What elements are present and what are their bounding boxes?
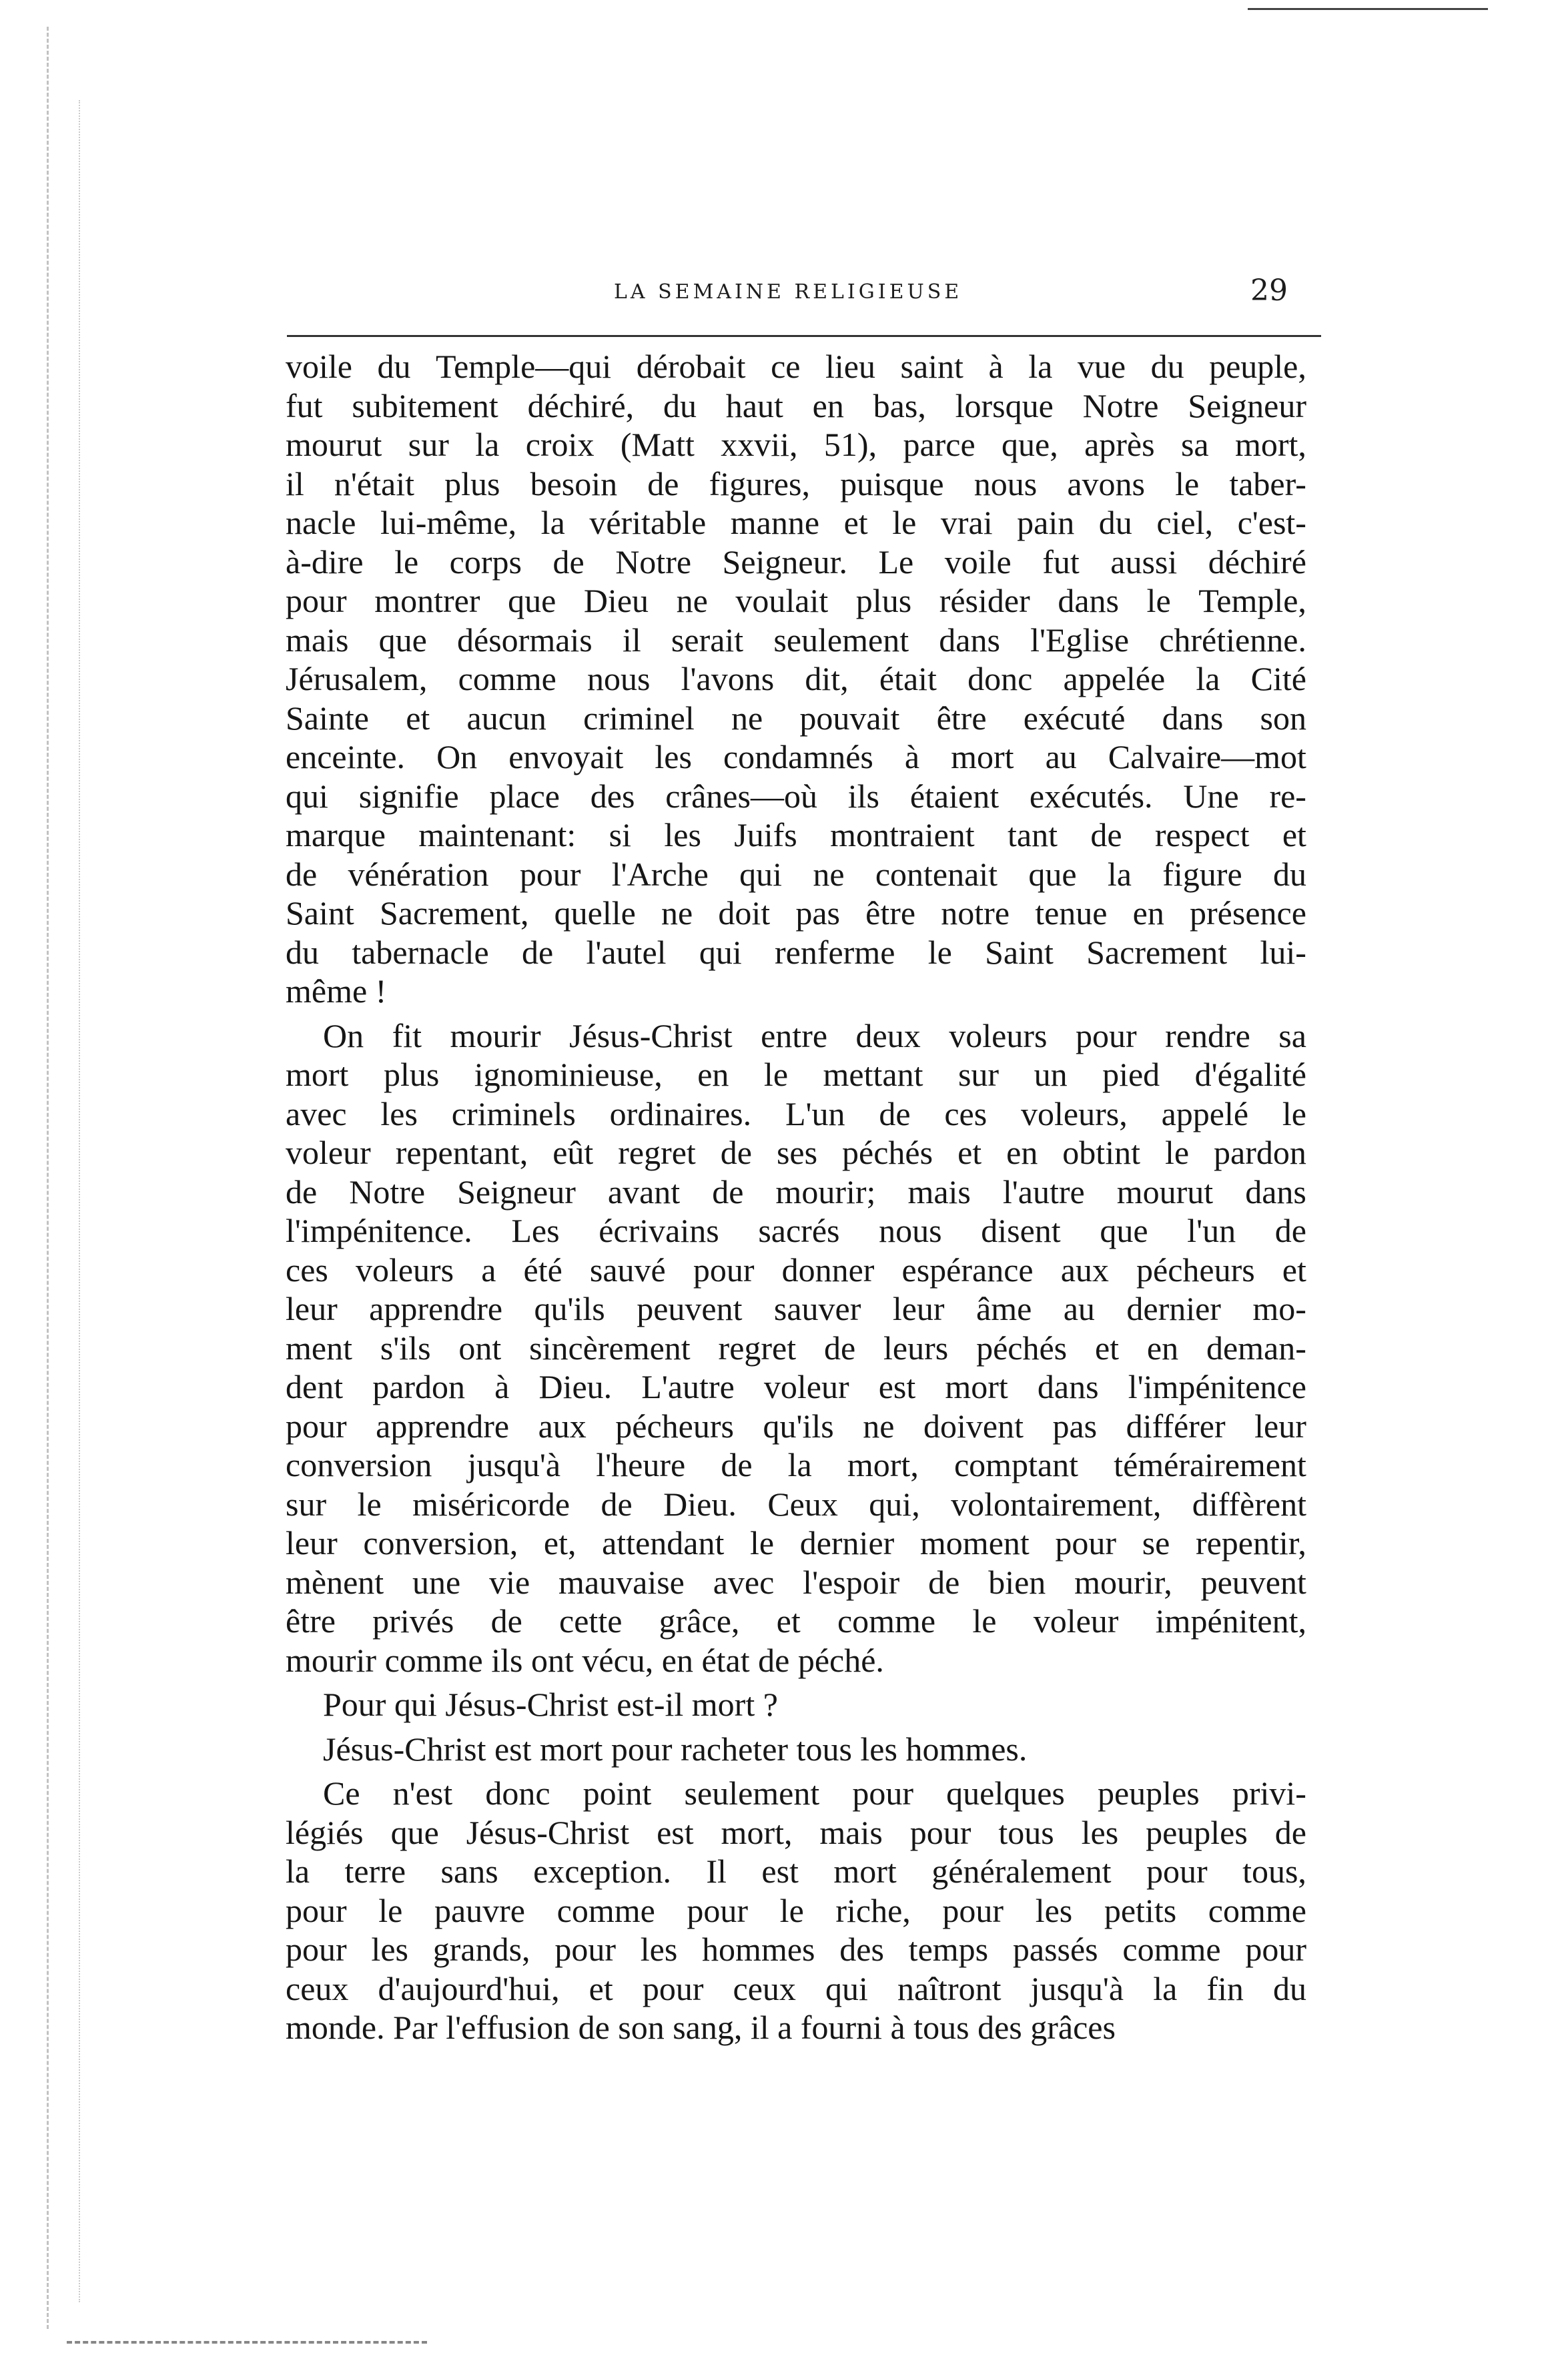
text-line: à-dire le corps de Notre Seigneur. Le voile fut aussi déchiré: [286, 543, 1306, 581]
text-line: même !: [286, 972, 387, 1010]
paragraph: [286, 1730, 1306, 1769]
paragraph: [286, 1016, 1306, 1680]
text-line: leur conversion, et, attendant le dernier moment pour se repentir,: [286, 1524, 1306, 1562]
text-line: ces voleurs a été sauvé pour donner espérance aux pécheurs et: [286, 1251, 1306, 1289]
text-line: avec les criminels ordinaires. L'un de ces voleurs, appelé le: [286, 1094, 1306, 1132]
text-line: mourut sur la croix (Matt xxvii, 51), parce que, après sa mort,: [286, 426, 1306, 463]
text-line: fut subitement déchiré, du haut en bas, lorsque Notre Seigneur: [286, 386, 1306, 424]
text-line: mourir comme ils ont vécu, en état de péché.: [286, 1641, 884, 1679]
text-line: Pour qui Jésus-Christ est-il mort ?: [323, 1686, 778, 1723]
paragraph: [286, 1774, 1306, 2047]
text-line: du tabernacle de l'autel qui renferme le Saint Sacrement lui-: [286, 933, 1306, 971]
text-line: de Notre Seigneur avant de mourir; mais l'autre mourut dans: [286, 1172, 1306, 1211]
text-line: Jésus-Christ est mort pour racheter tous les hommes.: [323, 1730, 1028, 1768]
text-line: pour le pauvre comme pour le riche, pour les petits comme: [286, 1891, 1306, 1929]
page-number: 29: [1250, 274, 1288, 308]
paragraph: [286, 1685, 1306, 1724]
header-rule: [287, 335, 1321, 337]
text-line: pour apprendre aux pécheurs qu'ils ne doivent pas différer leur: [286, 1407, 1306, 1445]
paragraph-gap: [286, 1011, 1306, 1016]
text-line: l'impénitence. Les écrivains sacrés nous disent que l'un de: [286, 1212, 1306, 1249]
text-line: monde. Par l'effusion de son sang, il a fourni à tous des grâces: [286, 2009, 1116, 2046]
paragraph-gap: [286, 1768, 1306, 1774]
text-line: mort plus ignominieuse, en le mettant sur un pied d'égalité: [286, 1056, 1306, 1093]
text-line: On fit mourir Jésus-Christ entre deux voleurs pour rendre sa: [323, 1016, 1306, 1054]
text-line: pour les grands, pour les hommes des temps passés comme pour: [286, 1931, 1306, 1968]
text-line: Jérusalem, comme nous l'avons dit, était donc appelée la Cité: [286, 660, 1306, 697]
binding-edge-artifact: [47, 27, 55, 2329]
top-edge-artifact: [1248, 8, 1488, 10]
text-line: être privés de cette grâce, et comme le voleur impénitent,: [286, 1602, 1306, 1640]
text-line: conversion jusqu'à l'heure de la mort, comptant témérairement: [286, 1446, 1306, 1483]
text-line: mènent une vie mauvaise avec l'espoir de bien mourir, peuvent: [286, 1563, 1306, 1601]
text-line: légiés que Jésus-Christ est mort, mais pour tous les peuples de: [286, 1813, 1306, 1851]
text-line: mais que désormais il serait seulement dans l'Eglise chrétienne.: [286, 621, 1306, 659]
text-line: nacle lui-même, la véritable manne et le vrai pain du ciel, c'est-: [286, 504, 1306, 541]
text-line: Ce n'est donc point seulement pour quelques peuples privi-: [323, 1774, 1306, 1812]
text-line: Saint Sacrement, quelle ne doit pas être notre tenue en présence: [286, 894, 1306, 932]
text-line: pour montrer que Dieu ne voulait plus résider dans le Temple,: [286, 582, 1306, 619]
text-line: de vénération pour l'Arche qui ne contenait que la figure du: [286, 855, 1306, 893]
text-line: sur le miséricorde de Dieu. Ceux qui, volontairement, diffèrent: [286, 1485, 1306, 1523]
text-line: enceinte. On envoyait les condamnés à mort au Calvaire—mot: [286, 738, 1306, 775]
bottom-edge-artifact: [67, 2341, 427, 2344]
body-text: [286, 347, 1306, 2047]
text-line: leur apprendre qu'ils peuvent sauver leur âme au dernier mo-: [286, 1290, 1306, 1327]
running-title: LA SEMAINE RELIGIEUSE: [614, 280, 963, 304]
paragraph-gap: [286, 1680, 1306, 1685]
text-line: qui signifie place des crânes—où ils étaient exécutés. Une re-: [286, 777, 1306, 815]
text-line: marque maintenant: si les Juifs montraient tant de respect et: [286, 816, 1306, 854]
text-line: il n'était plus besoin de figures, puisque nous avons le taber-: [286, 464, 1306, 502]
text-line: voleur repentant, eût regret de ses péchés et en obtint le pardon: [286, 1134, 1306, 1171]
paragraph-gap: [286, 1724, 1306, 1730]
text-line: ment s'ils ont sincèrement regret de leurs péchés et en deman-: [286, 1329, 1306, 1367]
text-line: la terre sans exception. Il est mort généralement pour tous,: [286, 1852, 1306, 1890]
text-line: ceux d'aujourd'hui, et pour ceux qui naîtront jusqu'à la fin du: [286, 1969, 1306, 2007]
text-line: Sainte et aucun criminel ne pouvait être exécuté dans son: [286, 699, 1306, 737]
page-header: [287, 274, 1328, 320]
binding-edge-artifact-inner: [79, 100, 84, 2302]
text-line: dent pardon à Dieu. L'autre voleur est mort dans l'impénitence: [286, 1368, 1306, 1405]
text-line: voile du Temple—qui dérobait ce lieu saint à la vue du peuple,: [286, 348, 1306, 385]
paragraph: [286, 347, 1306, 1011]
